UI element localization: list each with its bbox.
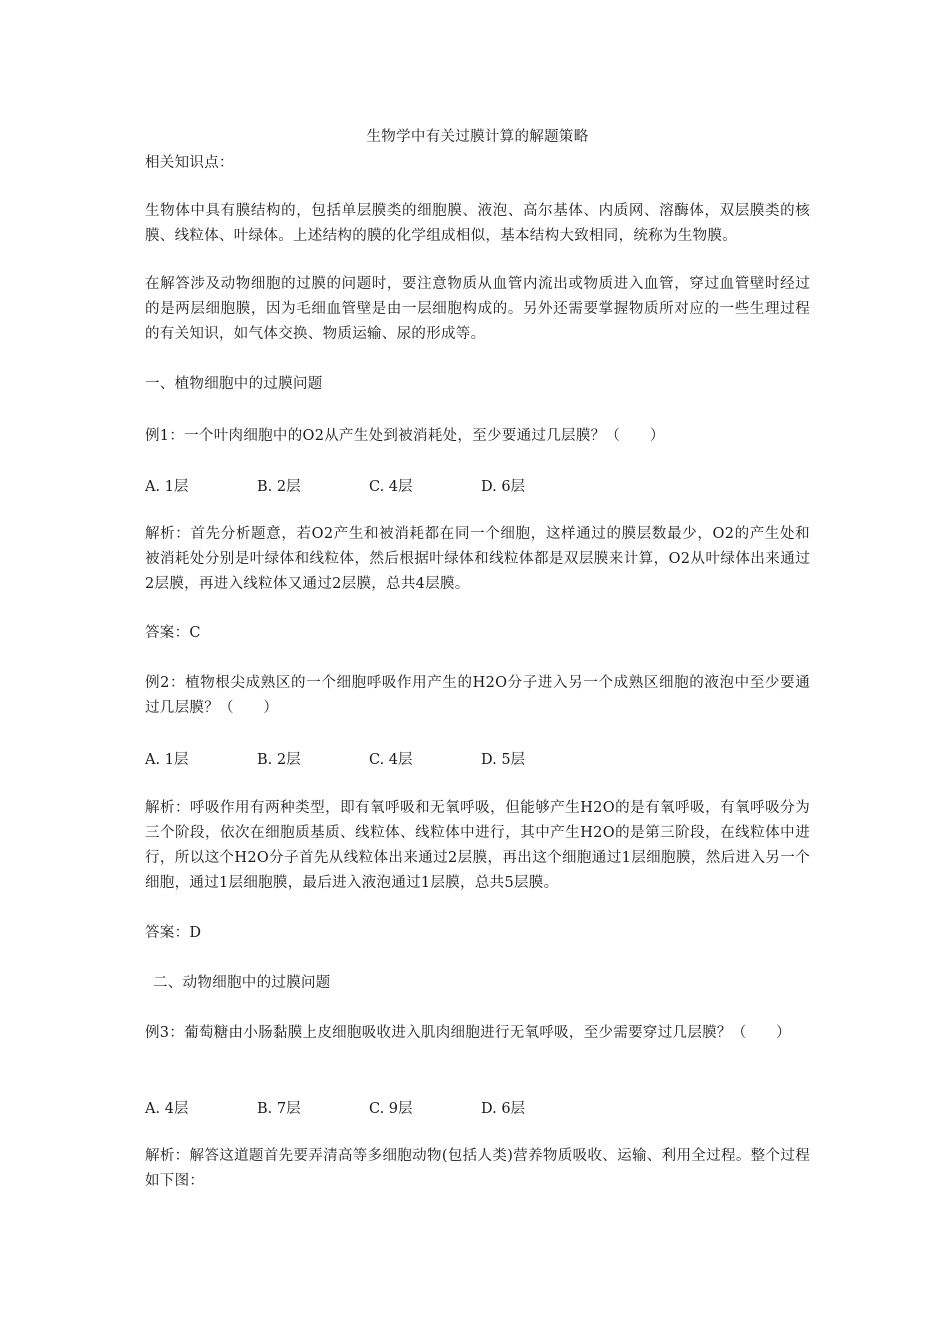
example3-option-d: D. 6层 — [481, 1101, 526, 1117]
example2-option-d: D. 5层 — [481, 752, 526, 768]
knowledge-heading: 相关知识点： — [145, 155, 234, 171]
example1-option-b: B. 2层 — [257, 479, 301, 495]
example2-option-a: A. 1层 — [145, 752, 189, 768]
example3-option-c: C. 9层 — [369, 1101, 413, 1117]
example2-answer: 答案：D — [145, 925, 202, 941]
example3-options — [145, 1099, 810, 1119]
example1-question: 例1：一个叶肉细胞中的O2从产生处到被消耗处，至少要通过几层膜？（ ） — [145, 428, 665, 444]
section2-heading: 二、动物细胞中的过膜问题 — [153, 975, 331, 991]
document-title: 生物学中有关过膜计算的解题策略 — [366, 129, 589, 145]
section1-heading: 一、植物细胞中的过膜问题 — [145, 376, 323, 392]
example1-answer: 答案：C — [145, 625, 201, 641]
example3-option-a: A. 4层 — [145, 1101, 189, 1117]
paragraph-animal-cell-note: 在解答涉及动物细胞的过膜的问题时，要注意物质从血管内流出或物质进入血管，穿过血管壁时经过的是两层细胞膜，因为毛细血管壁是由一层细胞构成的。另外还需要掌握物质所对应的一些生理过程的有关知识，如气体交换、物质运输、尿的形成等。 — [145, 276, 810, 342]
example2-options — [145, 750, 810, 770]
example1-option-c: C. 4层 — [369, 479, 413, 495]
example3-question: 例3：葡萄糖由小肠黏膜上皮细胞吸收进入肌肉细胞进行无氧呼吸，至少需要穿过几层膜？（ ） — [145, 1025, 791, 1041]
example2-analysis: 解析：呼吸作用有两种类型，即有氧呼吸和无氧呼吸，但能够产生H2O的是有氧呼吸，有氧呼吸分为三个阶段，依次在细胞质基质、线粒体、线粒体中进行，其中产生H2O的是第三阶段，在线粒体中进行，所以这个H2O分子首先从线粒体出来通过2层膜，再出这个细胞通过1层细胞膜，然后进入另一个细胞，通过1层细胞膜，最后进入液泡通过1层膜，总共5层膜。 — [145, 800, 810, 891]
example2-option-c: C. 4层 — [369, 752, 413, 768]
example1-options — [145, 477, 810, 497]
example2-question: 例2：植物根尖成熟区的一个细胞呼吸作用产生的H2O分子进入另一个成熟区细胞的液泡中至少要通过几层膜？（ ） — [145, 675, 810, 716]
example3-analysis: 解析：解答这道题首先要弄清高等多细胞动物(包括人类)营养物质吸收、运输、利用全过程。整个过程如下图： — [145, 1148, 810, 1189]
example1-option-d: D. 6层 — [481, 479, 526, 495]
example1-option-a: A. 1层 — [145, 479, 189, 495]
example3-option-b: B. 7层 — [257, 1101, 301, 1117]
example2-option-b: B. 2层 — [257, 752, 301, 768]
example1-analysis: 解析：首先分析题意，若O2产生和被消耗都在同一个细胞，这样通过的膜层数最少，O2的产生处和被消耗处分别是叶绿体和线粒体，然后根据叶绿体和线粒体都是双层膜来计算，O2从叶绿体出来通过2层膜，再进入线粒体又通过2层膜，总共4层膜。 — [145, 526, 810, 592]
paragraph-membrane-structures: 生物体中具有膜结构的，包括单层膜类的细胞膜、液泡、高尔基体、内质网、溶酶体，双层膜类的核膜、线粒体、叶绿体。上述结构的膜的化学组成相似，基本结构大致相同，统称为生物膜。 — [145, 203, 810, 244]
